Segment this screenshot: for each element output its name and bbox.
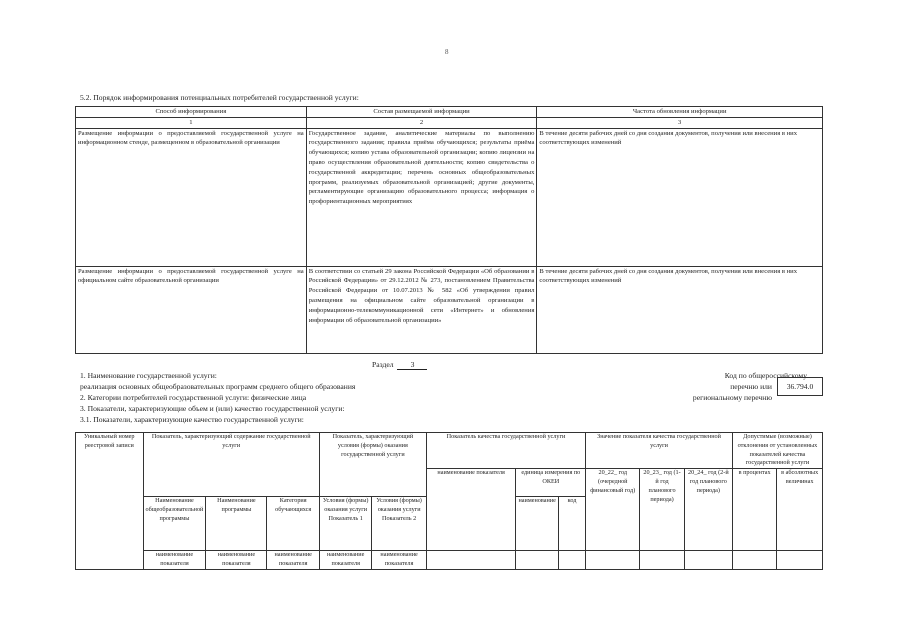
code-label-2: перечню или: [730, 382, 772, 391]
sub-indicator-name: наименование показателя: [372, 551, 426, 570]
header-absolute: в абсолютных величинах: [777, 469, 823, 551]
empty-cell: [516, 551, 558, 570]
section-label: Раздел: [372, 360, 394, 369]
quality-indicators-heading: 3.1. Показатели, характеризующие качество государственной услуги:: [80, 415, 304, 424]
sub-indicator-name: наименование показателя: [267, 551, 319, 570]
empty-cell: [732, 551, 776, 570]
service-name-value: реализация основных общеобразовательных программ среднего общего образования: [80, 382, 356, 391]
header-quality-values: Значение показателя качества государственной услуги: [586, 433, 733, 469]
table-row: [76, 266, 823, 353]
informing-table: [75, 106, 823, 354]
registry-code: 36.794.0: [777, 377, 823, 396]
header-percent: в процентах: [732, 469, 776, 551]
header-frequency: Частота обновления информации: [537, 107, 823, 118]
section-number: 3: [397, 360, 427, 370]
header-student-category: Категория обучающихся: [267, 497, 319, 551]
method-cell: Размещение информации о предоставляемой государственной услуге на информационном стенде, размещенном в образовательной организации: [76, 128, 307, 266]
frequency-cell: В течение десяти рабочих дней со дня создания документов, получения или внесения в них соответствующих изменений: [537, 266, 823, 353]
header-condition-1: Условия (формы) оказания услуги Показатель 1: [319, 497, 371, 551]
header-unit: единица измерения по ОКЕИ: [516, 469, 586, 497]
empty-cell: [640, 551, 684, 570]
header-registry-number: Уникальный номер реестровой записи: [76, 433, 144, 570]
frequency-cell: В течение десяти рабочих дней со дня создания документов, получения или внесения в них соответствующих изменений: [537, 128, 823, 266]
empty-cell: [684, 551, 732, 570]
empty-cell: [586, 551, 640, 570]
column-number: 2: [306, 117, 537, 128]
header-condition-2: Условия (формы) оказания услуги Показатель 2: [372, 497, 426, 551]
empty-cell: [426, 551, 516, 570]
consumer-category: 2. Категории потребителей государственной услуги: физические лица: [80, 393, 307, 402]
method-cell: Размещение информации о предоставляемой государственной услуге на официальном сайте образовательной организации: [76, 266, 307, 353]
header-program-name: Наименование общеобразовательной программы: [143, 497, 206, 551]
indicators-heading: 3. Показатели, характеризующие объем и (или) качество государственной услуги:: [80, 404, 345, 413]
table-row: [76, 128, 823, 266]
header-quality-indicator: Показатель качества государственной услуги: [426, 433, 585, 469]
content-cell: Государственное задание, аналитические материалы по выполнению государственного задания; правила приёма обучающихся; результаты приёма обучающихся; копию устава образовательной организации; копию лицензии на право осуществления образовательной деятельности; копию свидетельства о государственной аккредитации; перечень основных общеобразовательных программ, реализуемых образовательной организацией; другие документы, регламентирующие организацию образовательного процесса; информация о профориентационных мероприятиях: [306, 128, 537, 266]
header-unit-code: код: [558, 497, 585, 551]
empty-cell: [777, 551, 823, 570]
sub-indicator-name: наименование показателя: [143, 551, 206, 570]
service-name-label: 1. Наименование государственной услуги:: [80, 371, 217, 380]
header-condition-indicator: Показатель, характеризующий условия (формы) оказания государственной услуги: [319, 433, 426, 497]
header-year-1: 20_22_ год (очередной финансовый год): [586, 469, 640, 551]
header-allowed-deviation: Допустимые (возможные) отклонения от установленных показателей качества государственной услуги: [732, 433, 822, 469]
header-content-indicator: Показатель, характеризующий содержание государственной услуги: [143, 433, 319, 497]
header-content: Состав размещаемой информации: [306, 107, 537, 118]
sub-indicator-name: наименование показателя: [206, 551, 267, 570]
header-method: Способ информирования: [76, 107, 307, 118]
section-heading: [372, 360, 427, 370]
quality-indicators-table: [75, 432, 823, 570]
header-year-3: 20_24_ год (2-й год планового периода): [684, 469, 732, 551]
page-number: 8: [445, 48, 449, 56]
content-cell: В соответствии со статьей 29 закона Российской Федерации «Об образовании в Российской Федерации» от 29.12.2012 № 273, постановлением Правительства Российской Федерации от 10.07.2013 № 582 «Об утверждении правил размещения на официальном сайте образовательной организации в информационно-телекоммуникационной сети «Интернет» и обновления информации об образовательной организации»: [306, 266, 537, 353]
empty-cell: [558, 551, 585, 570]
code-label-3: региональному перечню: [692, 393, 772, 402]
header-year-2: 20_23_ год (1-й год планового периода): [640, 469, 684, 551]
header-indicator-name: наименование показателя: [426, 469, 516, 551]
header-program: Наименование программы: [206, 497, 267, 551]
column-number: 3: [537, 117, 823, 128]
section-title: 5.2. Порядок информирования потенциальных потребителей государственной услуги:: [80, 93, 359, 102]
sub-indicator-name: наименование показателя: [319, 551, 371, 570]
code-label-1: Код по общероссийскому: [724, 371, 807, 380]
header-unit-name: наименование: [516, 497, 558, 551]
column-number: 1: [76, 117, 307, 128]
